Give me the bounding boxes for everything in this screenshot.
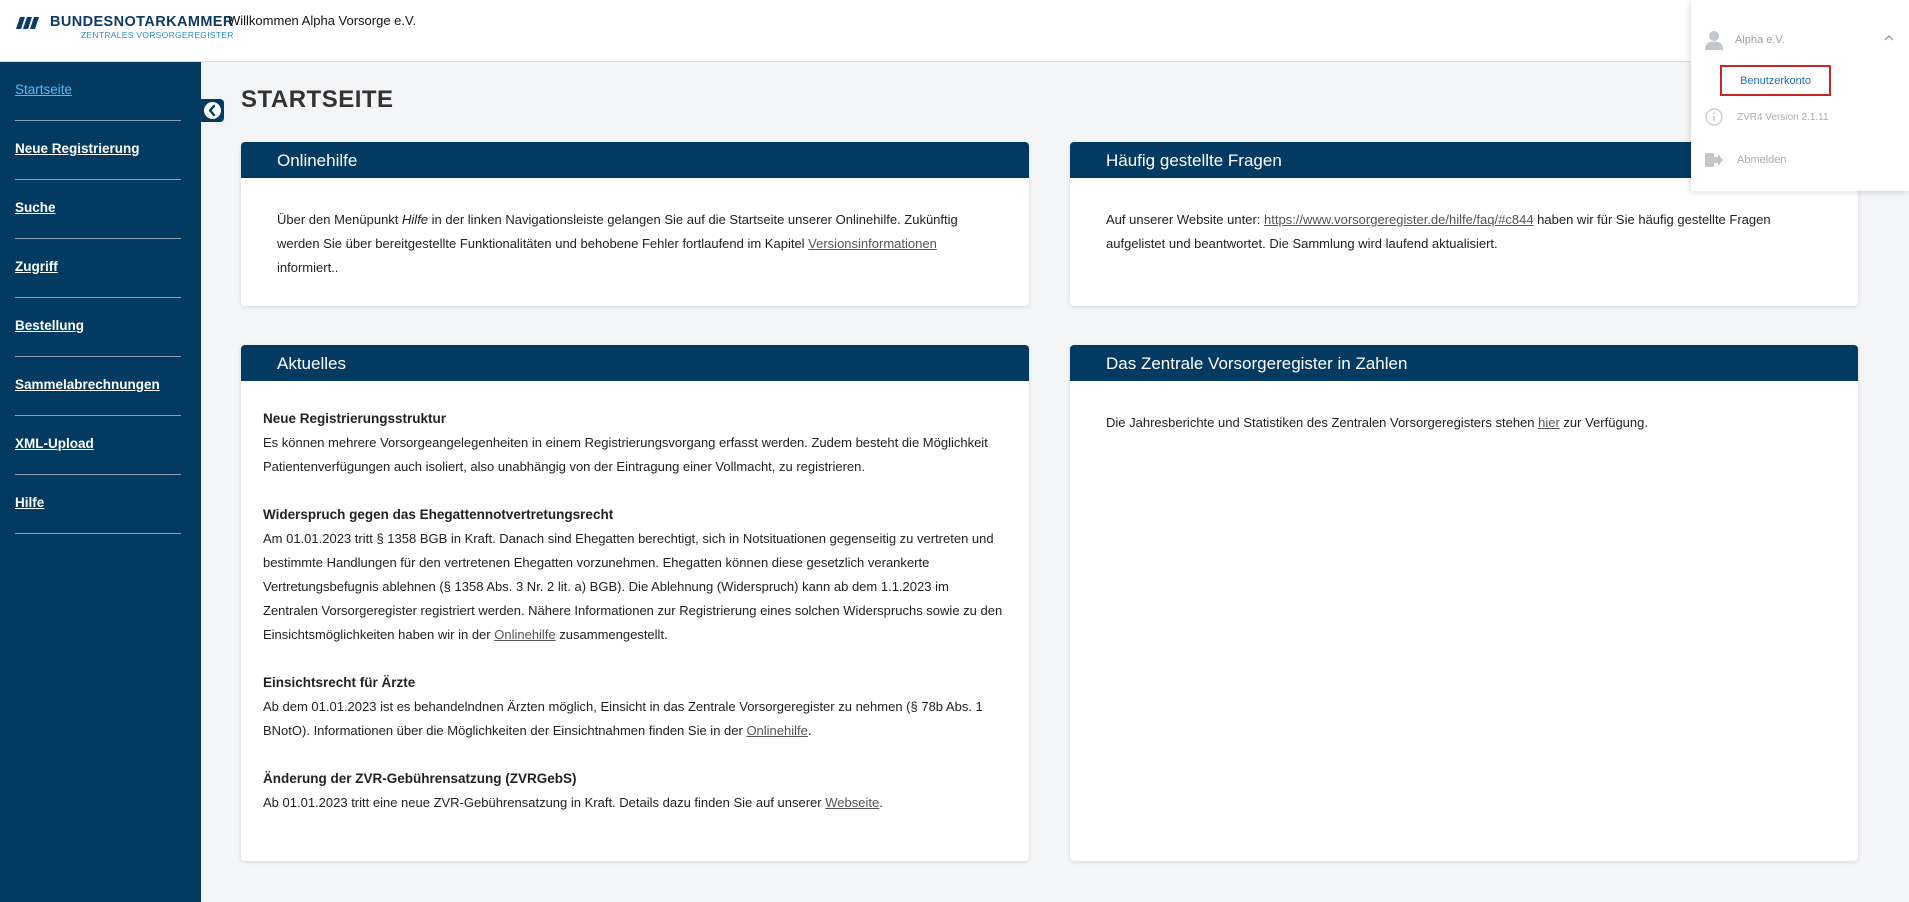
sidebar-item-zugriff[interactable]: Zugriff [15, 239, 181, 298]
news-heading: Änderung der ZVR-Gebührensatzung (ZVRGebS) [263, 771, 577, 786]
logo-subtitle: ZENTRALES VORSORGEREGISTER [80, 30, 234, 40]
text: informiert.. [277, 260, 339, 275]
card-title: Das Zentrale Vorsorgeregister in Zahlen [1070, 345, 1858, 381]
info-icon [1705, 108, 1723, 126]
onlinehilfe-link[interactable]: Onlinehilfe [746, 723, 808, 738]
sidebar-item-startseite[interactable]: Startseite [15, 62, 181, 121]
news-text: Am 01.01.2023 tritt § 1358 BGB in Kraft. Danach sind Ehegatten berechtigt, sich in Notsituationen gegenseitig zu vertreten und bestimmte Handlungen für den vertretenen Ehegatten vorzunehmen. Ehegatten können diese gesetzlich verankerte Vertretungsbefugnis ablehnen (§ 1358 Abs. 3 Nr. 2 lit. a) BGB). Die Ablehnung (Widerspruch) kann ab dem 1.1.2023 im Zentralen Vorsorgeregister registriert werden. Nähere Informationen zur Registrierung eines solchen Widerspruchs sowie zu den Einsichtsmöglichkeiten haben wir in der [263, 531, 1003, 642]
sidebar-item-sammelabrechnungen[interactable]: Sammelabrechnungen [15, 357, 181, 416]
logout-label: Abmelden [1737, 154, 1787, 166]
card-title: Onlinehilfe [241, 142, 1029, 178]
chevron-left-circle-icon [203, 101, 222, 120]
user-menu-toggle[interactable] [1705, 30, 1895, 50]
text: Die Jahresberichte und Statistiken des Zentralen Vorsorgeregisters stehen [1106, 415, 1539, 430]
faq-link[interactable]: https://www.vorsorgeregister.de/hilfe/faq/#c844 [1264, 212, 1534, 227]
statistics-link[interactable]: hier [1538, 415, 1560, 430]
card-title: Aktuelles [241, 345, 1029, 381]
card-aktuelles [241, 345, 1029, 861]
page-title: STARTSEITE [241, 86, 394, 113]
chevron-up-icon [1883, 32, 1895, 44]
onlinehilfe-link[interactable]: Onlinehilfe [494, 627, 556, 642]
version-text: ZVR4 Version 2.1.11 [1737, 111, 1829, 123]
sidebar-item-suche[interactable]: Suche [15, 180, 181, 239]
logo-title: BUNDESNOTARKAMMER [50, 14, 234, 30]
news-text: zusammengestellt. [555, 627, 668, 642]
logo[interactable] [16, 14, 234, 41]
news-heading: Einsichtsrecht für Ärzte [263, 675, 416, 690]
logo-mark-icon [16, 17, 44, 29]
logout-icon [1705, 152, 1723, 168]
news-text: . [879, 795, 883, 810]
news-text: Ab dem 01.01.2023 ist es behandelndnen Ärzten möglich, Einsicht in das Zentrale Vorsorgeregister zu nehmen (§ 78b Abs. 1 BNotO). Informationen über die Möglichkeiten der Einsichtnahmen finden Sie in der [263, 699, 983, 738]
text-emphasis: Hilfe [402, 212, 429, 227]
user-dropdown [1691, 0, 1909, 191]
webseite-link[interactable]: Webseite [825, 795, 880, 810]
card-onlinehilfe [241, 142, 1029, 306]
sidebar-item-bestellung[interactable]: Bestellung [15, 298, 181, 357]
sidebar-item-hilfe[interactable]: Hilfe [15, 475, 181, 534]
user-name: Alpha e.V. [1735, 34, 1785, 46]
header [0, 0, 1909, 62]
news-heading: Neue Registrierungsstruktur [263, 411, 447, 426]
sidebar [0, 62, 201, 902]
card-title: Häufig gestellte Fragen [1070, 142, 1858, 178]
text: Auf unserer Website unter: [1106, 212, 1265, 227]
news-item [263, 503, 1007, 647]
text: zur Verfügung. [1559, 415, 1648, 430]
text: Über den Menüpunkt [277, 212, 403, 227]
card-zahlen [1070, 345, 1858, 861]
text: haben wir für Sie häufig gestellte Fragen aufgelistet und beantwortet. Die Sammlung wird laufend aktualisiert. [1106, 212, 1771, 251]
sidebar-item-xml-upload[interactable]: XML-Upload [15, 416, 181, 475]
card-body [1070, 381, 1858, 435]
news-text: Es können mehrere Vorsorgeangelegenheiten in einem Registrierungsvorgang erfasst werden. Zudem besteht die Möglichkeit Patientenverfügungen auch isoliert, also unabhängig von der Eintragung einer Vollmacht, zu registrieren. [263, 435, 988, 474]
news-item [263, 407, 1007, 479]
news-item [263, 671, 1007, 743]
news-text: Ab 01.01.2023 tritt eine neue ZVR-Gebührensatzung in Kraft. Details dazu finden Sie auf unserer [263, 795, 826, 810]
sidebar-item-neue-registrierung[interactable]: Neue Registrierung [15, 121, 181, 180]
news-heading: Widerspruch gegen das Ehegattennotvertretungsrecht [263, 507, 614, 522]
logout-button[interactable] [1705, 152, 1787, 168]
text: in der linken Navigationsleiste gelangen Sie auf die Startseite unserer Onlinehilfe. Zukünftig werden Sie über bereitgestellte Funktionalitäten und behobene Fehler fortlaufend im Kapitel [277, 212, 958, 251]
news-text: . [807, 723, 812, 738]
welcome-text: Willkommen Alpha Vorsorge e.V. [228, 13, 417, 28]
card-body [241, 381, 1029, 815]
news-item [263, 767, 1007, 815]
version-info [1705, 108, 1829, 126]
card-body [241, 178, 1029, 280]
benutzerkonto-button[interactable]: Benutzerkonto [1720, 65, 1831, 96]
versionsinformationen-link[interactable]: Versionsinformationen [808, 236, 937, 251]
sidebar-collapse-button[interactable] [201, 99, 224, 122]
user-icon [1705, 30, 1723, 50]
